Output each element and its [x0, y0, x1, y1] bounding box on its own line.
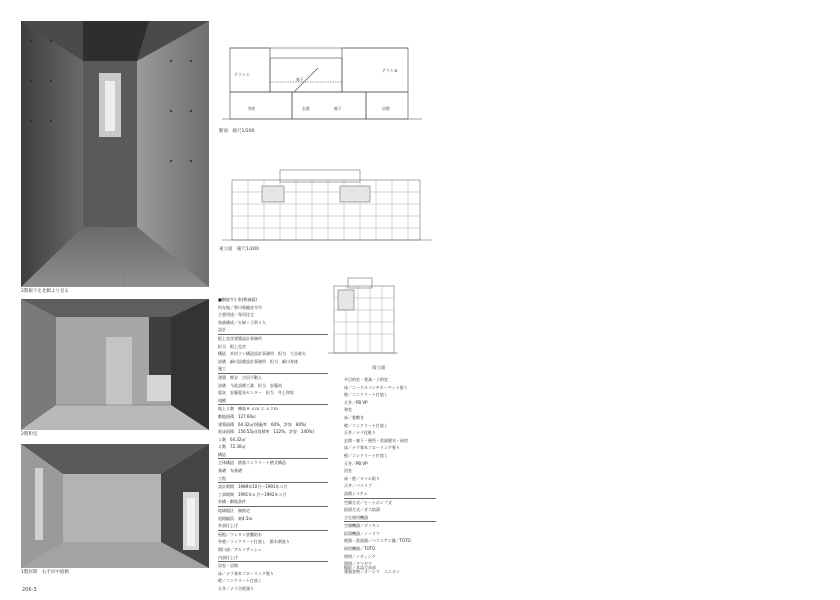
spec-right-line: 天井／ナラ化粧り — [344, 430, 376, 436]
spec-left-line: 屋根／ウレタン塗膜防水 — [218, 531, 262, 537]
spec-left-line: 天井／ナラ合板張り — [218, 585, 254, 591]
section-label-living: 居間 — [382, 106, 390, 111]
spec-left-line: 設備 今此設備工業 担当 安藤尚 — [218, 382, 282, 388]
spec-right-line: 給湯方式／ガス給湯 — [344, 507, 380, 513]
spec-right-line: 給湯機器／ノーリツ — [344, 530, 380, 536]
east-elevation-caption: 東立面 縮尺1/200 — [219, 247, 259, 252]
spec-left-line: 床／ナラ寄木フローリング張り — [218, 570, 274, 576]
spec-list-right — [344, 376, 436, 575]
spec-left-line: 主要用途／専用住宅 — [218, 312, 254, 318]
spec-right-line: 多目的室・書斎・子供室 — [344, 377, 388, 382]
spec-left-line: 主体構造 鉄筋コンクリート壁式構造 — [218, 460, 286, 466]
blank-facing-page — [440, 0, 840, 600]
spec-right-line: 床／ニードルパンチカーペット張り — [344, 384, 408, 390]
spec-left-line: 担当 根上克彦 — [218, 343, 246, 349]
spec-right-line: 床／ナラ寄木フローリング張り — [344, 445, 400, 451]
spec-right-line: 壁／コンクリート打放し — [344, 452, 388, 458]
spec-left-heading: 内部仕上げ — [218, 554, 328, 563]
photo2-caption: 2階和室 — [21, 432, 38, 437]
section-caption: 断面 縮尺1/200 — [219, 129, 255, 134]
spec-right-line: 空調機器／ダイキン — [344, 523, 380, 529]
east-elevation-lines — [222, 166, 432, 241]
spec-left-line: 敷地面積 127.60㎡ — [218, 413, 256, 419]
spec-right-line: 厨房機器／TOTO — [344, 546, 376, 552]
photo1-caption: 2階廊下を北側より見る — [21, 289, 69, 294]
spec-right-line: 和室 — [344, 407, 352, 413]
spec-right-line: 便器・洗面器／ハウスアイ舗／TOTO — [344, 538, 411, 544]
spec-list-left — [218, 296, 328, 593]
photo3-caption: 1階居間 右手が中庭側 — [21, 570, 69, 575]
spec-right-line: 照明／ヤマギワ — [344, 561, 372, 567]
spec-left-line: 地域地区 無指定 — [218, 508, 250, 514]
spec-left-line: 家族構成／夫婦＋子供２人 — [218, 319, 266, 325]
spec-right-line: 玄関・廊下・便所・洗面脱衣・厨房 — [344, 437, 408, 443]
spec-left-line: 開口部／アルミサッシュ — [218, 547, 262, 552]
spec-right-line: 壁／コンクリート打放し — [344, 392, 388, 398]
spec-left-line: ■樹徳寺小家(熊森邸) — [218, 297, 257, 302]
spec-left-heading: 工程 — [218, 475, 328, 484]
spec-left-line: 延床面積 156.55㎡(容積率 122%，許容 240%) — [218, 429, 314, 435]
spec-left-line: 設備 細川設備設計事務所 担当 細川寿徳 — [218, 358, 298, 364]
section-label-corridor: 廊下 — [296, 77, 304, 82]
spec-left-line: 壁／コンクリート打放し — [218, 578, 262, 584]
spec-left-line: ２階 72.30㎡ — [218, 444, 246, 450]
corridor-photo — [21, 21, 209, 287]
spec-left-heading: 構造 — [218, 451, 328, 460]
spec-left-heading: 施工 — [218, 365, 328, 374]
corridor-photo-image — [21, 21, 209, 287]
japanese-room-photo-image — [21, 299, 209, 430]
living-room-photo-image — [21, 444, 209, 568]
spec-left-line: 地上２階 棟高８.６ｍ ２.６２ｍ — [218, 406, 278, 412]
spec-left-line: １階 64.32㎡ — [218, 436, 246, 442]
spec-left-line: 構造 木村ソン構造設計事務所 担当 大谷政夫 — [218, 351, 306, 357]
spec-left-line: 道路幅員 東4.5ｍ — [218, 515, 253, 521]
spec-left-line: 建築 熊谷 吉田不動人 — [218, 374, 262, 380]
living-room-photo — [21, 444, 209, 568]
photo-credit: 撮影／本誌写真部 — [344, 565, 376, 570]
spec-left-line: 設計期間 1989年10月〜1991年５月 — [218, 484, 288, 490]
spec-right-heading: 設備システム — [344, 490, 436, 499]
spec-left-heading: 設計 — [218, 326, 328, 335]
spec-right-line: 浴室 — [344, 468, 352, 474]
spec-left-line: 工事期間 1991年６月〜1992年５月 — [218, 491, 287, 497]
spec-left-heading: 外部仕上げ — [218, 522, 328, 531]
page-number: 206-3 — [22, 587, 37, 593]
spec-left-heading: 外構・敷地条件 — [218, 498, 328, 507]
spec-left-heading: 規模 — [218, 397, 328, 406]
spec-left-line: 居室・居間 — [218, 563, 238, 569]
spec-left-line: 建築面積 64.32㎡(建蔽率 60%，許容 80%) — [218, 421, 307, 427]
spec-right-line: 空調方式／ヒートポンプ式 — [344, 499, 392, 505]
spec-left-line: 所在地／香川県観音寺市 — [218, 304, 262, 310]
south-elevation-lines — [328, 276, 398, 354]
south-elevation-caption: 南立面 — [372, 366, 386, 371]
spec-right-line: 建築金物／オーシマ ユニオン — [344, 568, 400, 574]
spec-right-heading: 主な使用機器 — [344, 514, 436, 523]
spec-right-line: 床・壁／タイル貼り — [344, 475, 380, 481]
spec-right-line: 天井／バスリブ — [344, 483, 372, 489]
spec-left-line: 基礎 布基礎 — [218, 468, 242, 474]
section-label-japanese-room: 和室 — [248, 106, 256, 111]
section-label-hall: 玄関 — [302, 106, 310, 111]
japanese-room-photo — [21, 299, 209, 430]
south-elevation-drawing — [328, 276, 398, 354]
east-elevation-drawing — [222, 166, 432, 241]
spec-right-line: 床／畳敷き — [344, 414, 364, 420]
section-label-terrace-left: テラス C — [234, 72, 250, 77]
section-drawing — [222, 42, 422, 122]
spec-right-line: 天井／PB VP — [344, 460, 368, 466]
spec-left-line: 電気 安藤電気センター 担当 井上和男 — [218, 390, 294, 396]
spec-right-line: 壁／コンクリート打放し — [344, 422, 388, 428]
spec-left-line: 根上克彦建築設計事務所 — [218, 335, 262, 341]
spec-left-line: 外壁／コンクリート打放し 撥水剤塗り — [218, 539, 290, 545]
spec-right-line: 天井／PB VP — [344, 399, 368, 405]
spec-right-line: 照明／ノティング — [344, 553, 376, 559]
section-label-corridor2: 廊下 — [334, 106, 342, 111]
section-label-terrace-right: テラス B — [382, 68, 398, 73]
